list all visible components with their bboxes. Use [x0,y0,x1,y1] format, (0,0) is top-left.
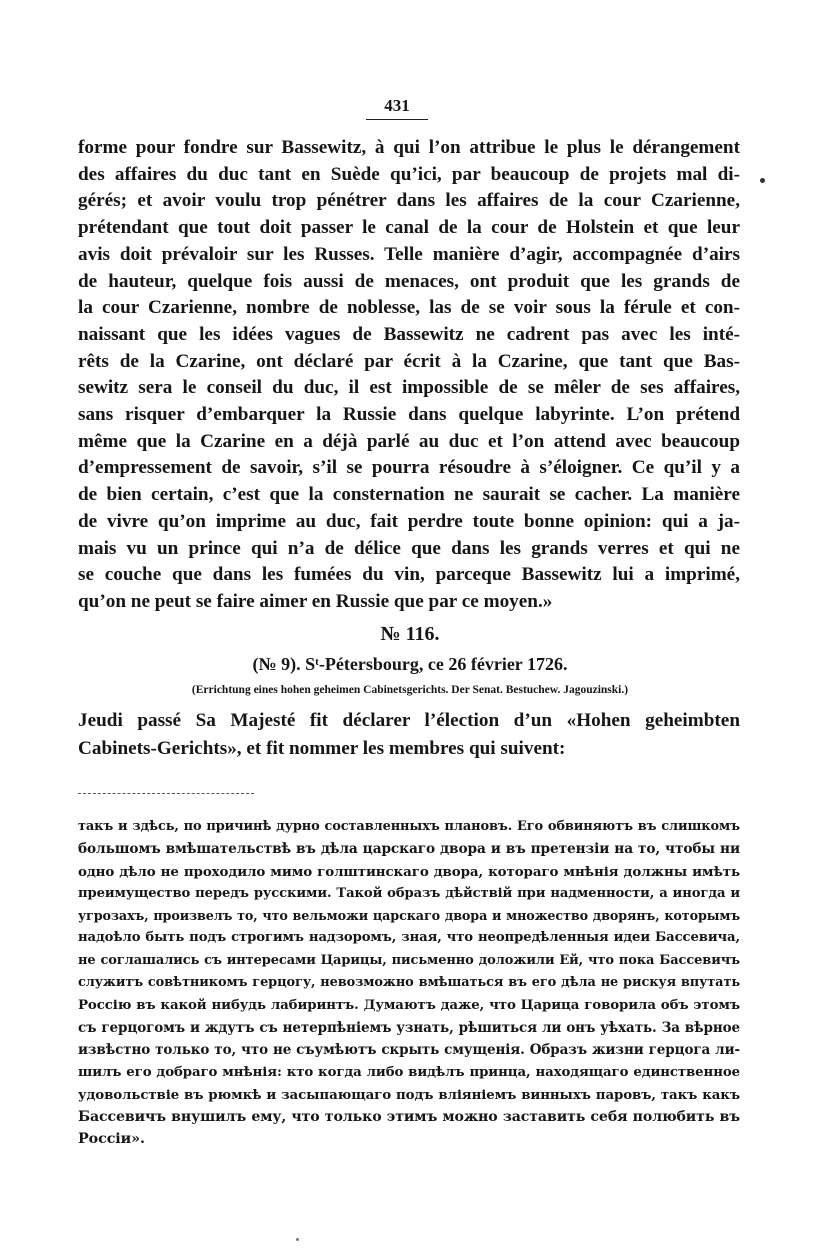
intro-line: Jeudi passé Sa Majesté fit déclarer l’élection d’un «Hohen geheimbten [78,710,740,731]
russian-line: удовольствіе въ рюмкѣ и засыпающаго подъ вліяніемъ винныхъ паровъ, такъ какъ [78,1086,740,1103]
ink-speck [296,1238,299,1241]
page-number-rule [366,119,428,120]
russian-line: извѣстно только то, что не съумѣютъ скрыть смущенія. Образъ жизни герцога ли- [78,1041,740,1058]
intro-paragraph [78,707,740,763]
russian-translation-block [78,816,740,1150]
french-line: mais vu un prince qui n’a de délice que dans les grands verres et qui ne [78,537,740,559]
page-number: 431 [384,96,410,115]
dateline: (№ 9). Sᵗ-Pétersbourg, ce 26 février 1726. [252,654,568,674]
french-text-block [78,135,740,616]
french-line: avis doit prévaloir sur les Russes. Telle manière d’agir, accompagnée d’airs [78,243,740,265]
french-line: de vivre qu’on imprime au duc, fait perdre toute bonne opinion: qui a ja- [78,510,740,532]
summary-note: (Errichtung eines hohen geheimen Cabinetsgerichts. Der Senat. Bestuchew. Jagouzinski.) [191,684,629,696]
russian-line: преимущество передъ русскими. Такой образъ дѣйствій при надменности, а иногда и [78,885,740,901]
russian-line: съ герцогомъ и ждутъ съ нетерпѣніемъ узнать, рѣшиться ли онъ уѣхать. За вѣрное [78,1019,740,1036]
russian-line: Россію въ какой нибудь лабиринтъ. Думаютъ даже, что Царица говорила объ этомъ [78,997,740,1014]
french-line: des affaires du duc tant en Suède qu’ici, par beaucoup de projets mal di- [78,163,740,185]
russian-line: не соглашались съ интересами Царицы, письменно доложили Ей, что пока Бассевичъ [78,952,740,968]
french-line: se couche que dans les fumées du vin, parceque Bassewitz lui a imprimé, [78,564,740,586]
russian-line: шилъ его добраго мнѣнія: кто когда либо видѣлъ принца, находящаго единственное [78,1064,740,1081]
russian-line: Россіи». [78,1131,145,1148]
french-line: même que la Czarine en a déjà parlé au duc et l’on attend avec beaucoup [78,430,740,452]
french-line: forme pour fondre sur Bassewitz, à qui l’on attribue le plus le dérangement [78,137,740,158]
french-line: d’empressement de savoir, s’il se pourra résoudre à s’éloigner. Ce qu’il y a [78,457,740,479]
french-line: sans risquer d’embarquer la Russie dans quelque labyrinte. L’on prétend [78,404,740,426]
french-line: rêts de la Czarine, ont déclaré par écrit à la Czarine, que tant que Bas- [78,350,740,372]
french-line: qu’on ne peut se faire aimer en Russie que par ce moyen.» [78,590,553,612]
french-line: prétendant que tout doit passer le canal de la cour de Holstein et que leur [78,217,740,239]
french-line: naissant que les idées vagues de Bassewitz ne cadrent pas avec les inté- [78,323,740,345]
intro-line: Cabinets-Gerichts», et fit nommer les membres qui suivent: [78,738,566,759]
russian-line: надоѣло быть подъ строгимъ надзоромъ, зная, что неопредѣленныя идеи Бассевича, [78,930,740,946]
russian-line: угрозахъ, произвелъ то, что вельможи царскаго двора и множество дворянъ, которымъ [78,908,740,924]
french-line: gérés; et avoir voulu trop pénétrer dans les affaires de la cour Czarienne, [78,190,740,212]
french-line: la cour Czarienne, nombre de noblesse, las de se voir sous la férule et con- [78,297,740,319]
document-number-heading: № 116. [380,623,440,645]
french-line: sewitz sera le conseil du duc, il est impossible de se mêler de ses affaires, [78,377,740,399]
french-line: de bien certain, c’est que la consternation ne saurait se cacher. La manière [78,484,740,506]
footnote-separator [78,793,254,794]
french-line: de hauteur, quelque fois aussi de menaces, ont produit que les grands de [78,270,740,292]
ink-speck [760,178,765,183]
russian-line: Бассевичъ внушилъ ему, что только этимъ можно заставить себя полюбить въ [78,1108,740,1125]
russian-line: такъ и здѣсь, по причинѣ дурно составленныхъ плановъ. Его обвиняютъ въ слишкомъ [78,819,740,834]
russian-line: служитъ совѣтникомъ герцогу, невозможно вмѣшаться въ его дѣла не рискуя впутать [78,975,740,991]
russian-line: одно дѣло не проходило мимо голштинскаго двора, котораго мнѣнія должны имѣть [78,863,740,880]
russian-line: большомъ вмѣшательствѣ въ дѣла царскаго двора и въ претензіи на то, чтобы ни [78,841,740,858]
